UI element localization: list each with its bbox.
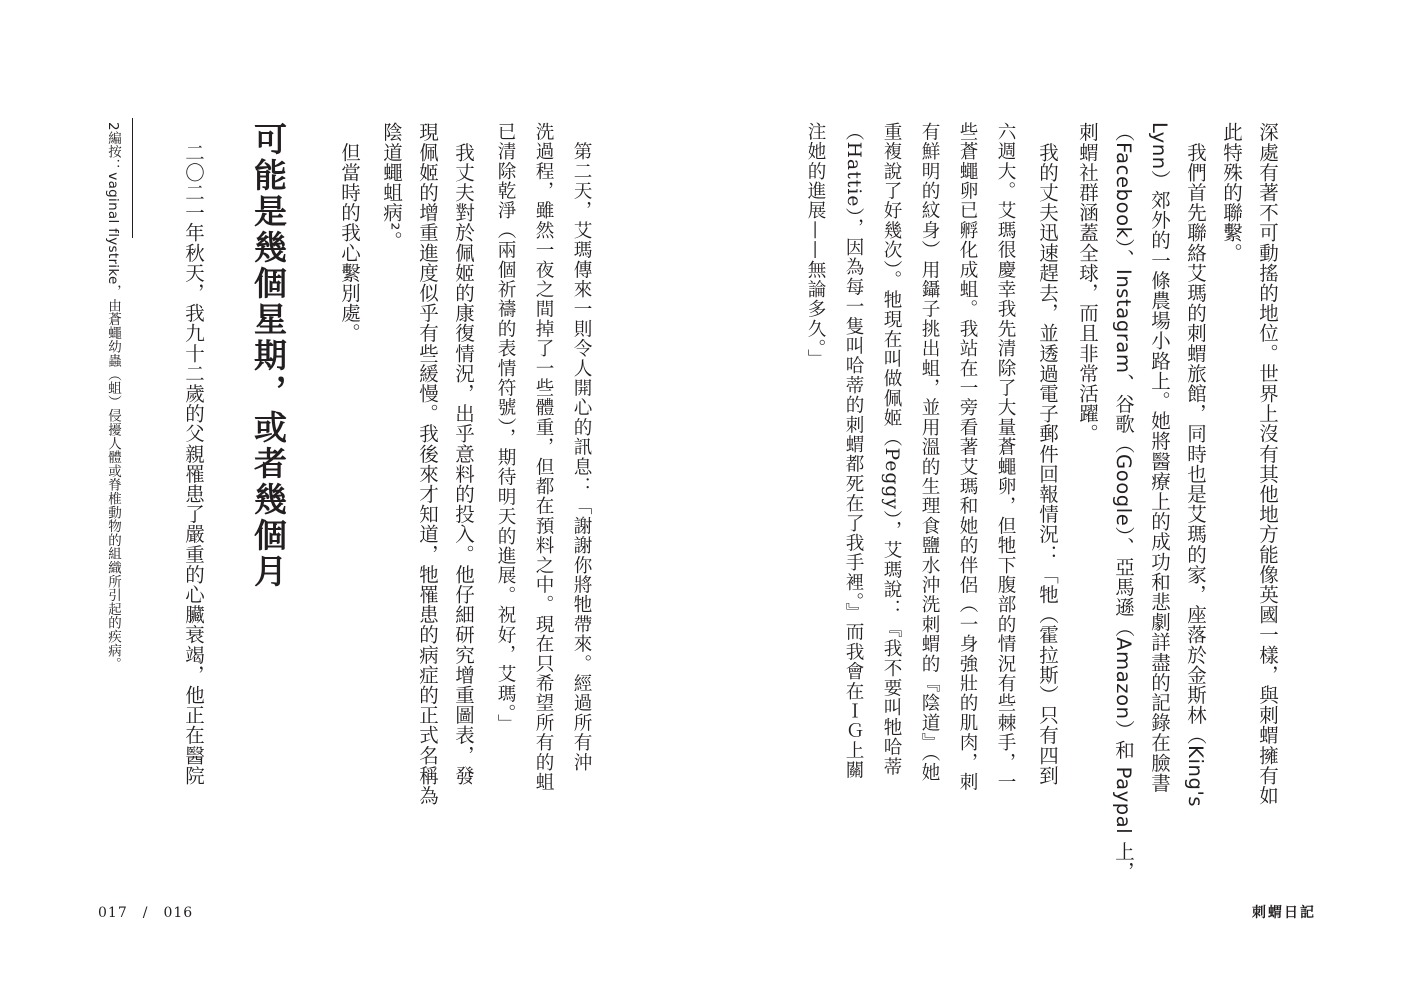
right-column-6: 刺蝟社群涵蓋全球，而且非常活躍。 [1076,122,1099,444]
left-quote-column-2: 洗過程，雖然一夜之間掉了一些體重，但都在預料之中。現在只希望所有的蛆 [533,122,554,792]
left-column-6: 陰道蠅蛆病²。 [380,122,403,252]
right-column-4: Lynn）郊外的一條農場小路上。她將醫療上的成功和悲劇詳盡的記錄在臉書 [1148,122,1171,793]
right-column-7: 我的丈夫迅速趕去，並透過電子郵件回報情況：「牠（霍拉斯）只有四到 [1036,122,1059,786]
left-quote-column-1: 第二天，艾瑪傳來一則令人開心的訊息：「謝謝你將牠帶來。經過所有沖 [571,122,592,773]
left-column-5: 現佩姬的增重進度似乎有些緩慢。我後來才知道，牠罹患的病症的正式名稱為 [416,122,439,806]
footnote-rule [132,118,133,238]
left-quote-column-3: 已清除乾淨（兩個祈禱的表情符號），期待明天的進展。祝好，艾瑪。」 [495,122,516,734]
page-numbers: 017 / 016 [98,905,194,921]
right-quote-column-2: 些蒼蠅卵已孵化成蛆。我站在一旁看著艾瑪和她的伴侶（一身強壯的肌肉，刺 [957,122,978,792]
right-quote-column-1: 六週大。艾瑪很慶幸我先清除了大量蒼蠅卵，但牠下腹部的情況有些棘手，一 [995,122,1016,792]
right-quote-column-3: 有鮮明的紋身）用鑷子挑出蛆，並用溫的生理食鹽水沖洗刺蝟的『陰道』（她 [919,122,940,783]
left-column-4: 我丈夫對於佩姬的康復情況，出乎意料的投入。他仔細研究增重圖表，發 [452,122,475,786]
footnote: 2編按：vaginal flystrike，由蒼蠅幼蟲（蛆）侵擾人體或脊椎動物的組織所引起的疾病。 [105,122,121,672]
right-quote-column-6: 注她的進展——無論多久。」 [805,122,826,369]
right-quote-column-5: （Hattie），因為每一隻叫哈蒂的刺蝟都死在了我手裡。』而我會在ＩＧ上關 [843,122,864,780]
section-heading: 可能是幾個星期，或者幾個月 [249,122,288,590]
running-title: 刺蝟日記 [1252,905,1316,921]
right-column-5: （Facebook）、Instagram、谷歌（Google）、亞馬遜（Amazon）和 Paypal 上， [1112,122,1135,882]
left-column-8: 二〇二一年秋天，我九十二歲的父親罹患了嚴重的心臟衰竭，他正在醫院 [182,122,205,786]
right-column-3: 我們首先聯絡艾瑪的刺蝟旅館，同時也是艾瑪的家，座落於金斯林（King's [1184,122,1207,808]
left-column-7: 但當時的我心繫別處。 [338,122,361,344]
right-quote-column-4: 重複說了好幾次）。牠現在叫做佩姬（Peggy），艾瑪說：『我不要叫牠哈蒂 [881,122,902,777]
right-column-1: 深處有著不可動搖的地位。世界上沒有其他地方能像英國一樣，與刺蝟擁有如 [1256,122,1279,806]
right-column-2: 此特殊的聯繫。 [1220,122,1243,263]
